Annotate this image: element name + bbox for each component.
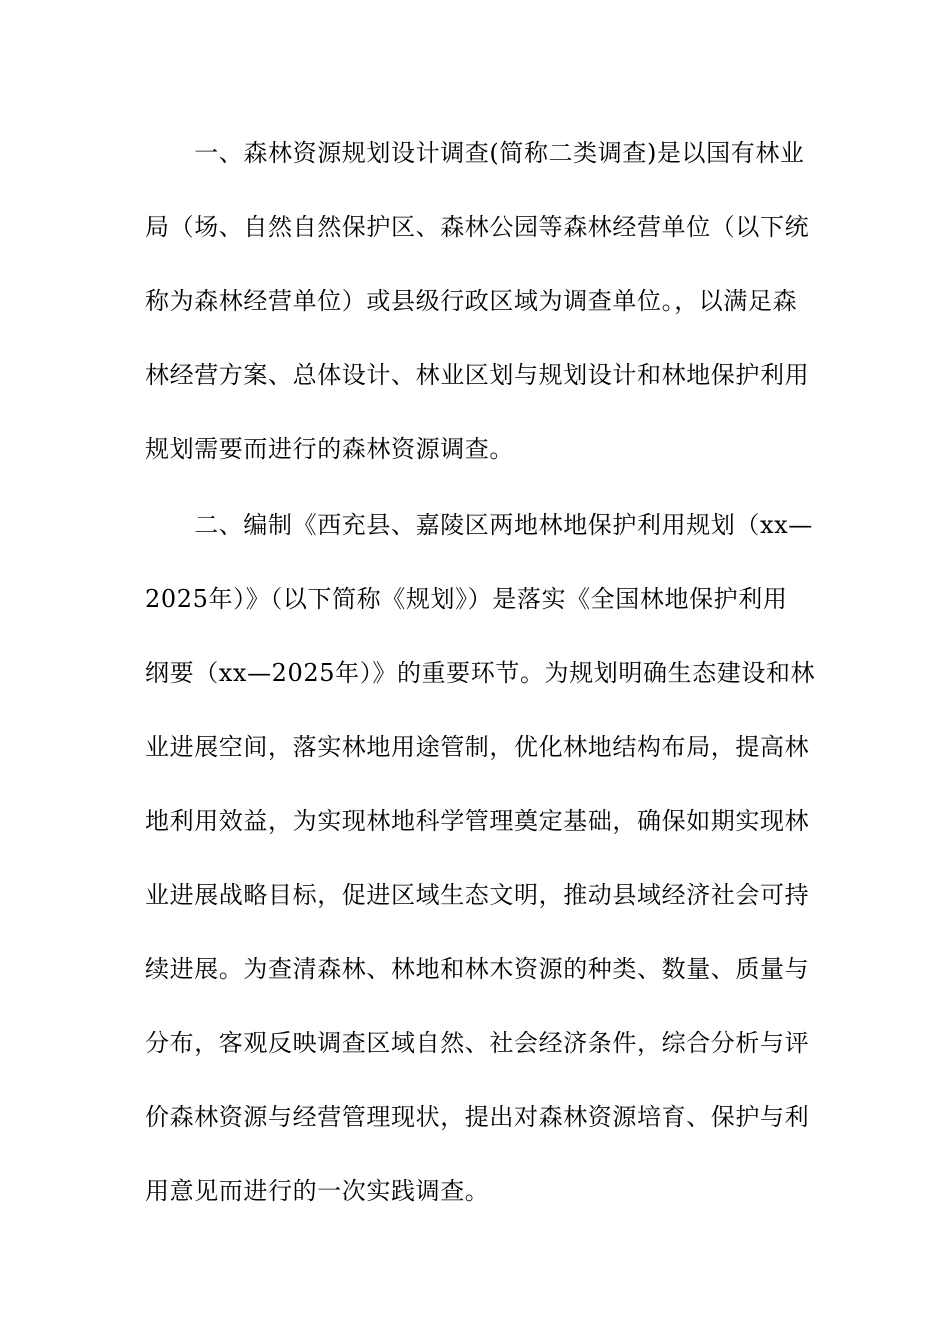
text-line: 局（场、自然自然保护区、森林公园等森林经营单位（以下统: [145, 213, 810, 241]
paragraph-2: [145, 510, 815, 1250]
text-line: 业进展战略目标，促进区域生态文明，推动县域经济社会可持: [145, 881, 810, 909]
text-line: 用意见而进行的一次实践调查。: [145, 1177, 490, 1205]
text-line: 林经营方案、总体设计、林业区划与规划设计和林地保护利用: [145, 361, 810, 389]
text-line: 地利用效益，为实现林地科学管理奠定基础，确保如期实现林: [145, 807, 810, 835]
text-line: 价森林资源与经营管理现状，提出对森林资源培育、保护与利: [145, 1103, 810, 1131]
paragraph-1: [145, 138, 815, 508]
text-line: 纲要（xx—2025年）》的重要环节。为规划明确生态建设和林: [145, 659, 816, 687]
text-line: 规划需要而进行的森林资源调查。: [145, 435, 514, 463]
text-line: 二、编制《西充县、嘉陵区两地林地保护利用规划（xx—: [145, 511, 813, 539]
text-line: 2025年）》（以下简称《规划》）是落实《全国林地保护利用: [145, 585, 788, 613]
text-line: 一、森林资源规划设计调查(简称二类调查)是以国有林业: [145, 139, 805, 167]
text-line: 称为森林经营单位）或县级行政区域为调查单位。，以满足森: [145, 287, 798, 315]
text-line: 分布，客观反映调查区域自然、社会经济条件，综合分析与评: [145, 1029, 810, 1057]
text-line: 业进展空间，落实林地用途管制，优化林地结构布局，提高林: [145, 733, 810, 761]
text-line: 续进展。为查清森林、林地和林木资源的种类、数量、质量与: [145, 955, 810, 983]
